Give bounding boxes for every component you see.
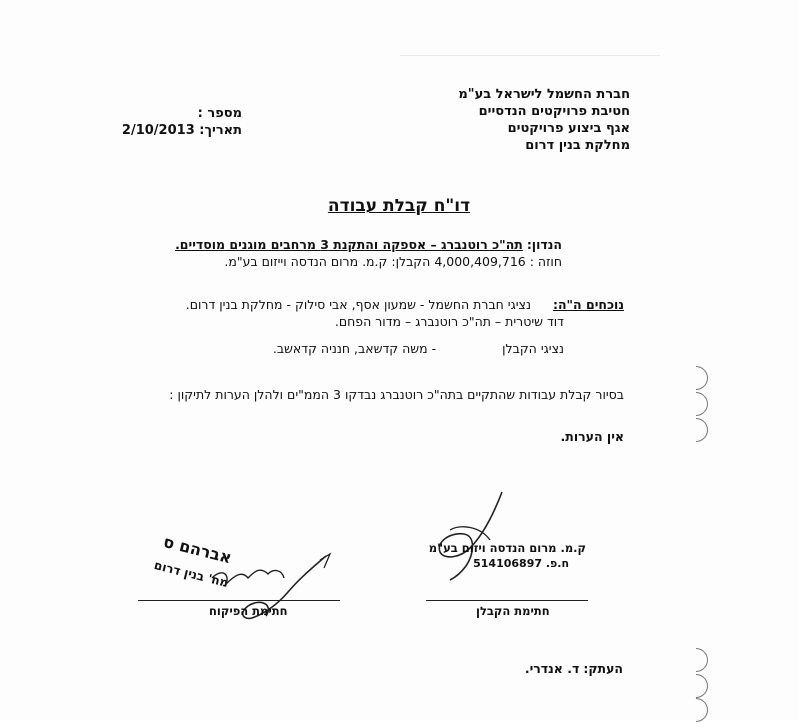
present-contractor-line (273, 341, 564, 356)
present-line-1 (186, 297, 624, 312)
company-name: חברת החשמל לישראל בע"מ (458, 87, 630, 102)
punch-hole-mark (679, 643, 713, 677)
punch-hole-mark (679, 693, 713, 727)
division-name: חטיבת פרויקטים הנדסיים (478, 104, 630, 119)
punch-hole-mark (679, 413, 713, 447)
no-remarks: אין הערות. (560, 429, 624, 444)
contract-line: חוזה : 4,000,409,716 הקבלן: ק.מ. מרום הנדסה וייזום בע"מ. (224, 254, 562, 269)
copy-value: ד. אנדרי. (524, 661, 580, 676)
document-title-wrap (0, 196, 798, 216)
subject-text: תה"כ רוטנברג – אספקה והתקנת 3 מרחבים מוגנים מוסדיים. (175, 237, 523, 252)
subject-line (175, 237, 562, 252)
copy-line (525, 661, 623, 676)
supervision-stamp-line-2: מח' בנין דרום (152, 558, 230, 591)
department-name: אגף ביצוע פרויקטים (507, 121, 630, 136)
scan-artifact (400, 55, 660, 56)
inspection-text: בסיור קבלת עבודות שהתקיים בתה"כ רוטנברג נבדקו 3 הממ"ים ולהלן הערות לתיקון : (169, 387, 624, 402)
subject-label: הנדון: (526, 237, 562, 252)
section-name: מחלקת בנין דרום (525, 138, 630, 153)
punch-hole-mark (679, 387, 713, 421)
present-label: נוכחים ה"ה: (552, 297, 624, 312)
present-iec-reps: נציגי חברת החשמל - שמעון אסף, אבי סילוק - מחלקת בנין דרום. (185, 297, 531, 312)
supervision-stamp-line-1: אברהם ס (161, 532, 234, 568)
present-line-2: דוד שיטרית – תה"כ רוטנברג – מדור הפחם. (334, 314, 564, 329)
contractor-caption: חתימת הקבלן (476, 604, 550, 618)
date-value: 2/10/2013 (121, 123, 195, 138)
date-label: תאריך: (199, 123, 242, 138)
copy-label: העתק: (583, 661, 623, 676)
contractor-signature-line (426, 600, 588, 601)
contractor-reps-names: - משה קדשאב, חנניה קדאשב. (272, 341, 437, 356)
supervision-caption: חתימת הפיקוח (209, 604, 288, 618)
date-row (121, 123, 242, 138)
contractor-stamp-line-2: ח.פ. 514106897 (473, 557, 569, 570)
supervision-signature-line (138, 600, 340, 601)
punch-hole-mark (679, 361, 713, 395)
contractor-reps-label: נציגי הקבלן (502, 341, 564, 356)
company-header (458, 86, 630, 154)
number-label: מספר : (197, 106, 242, 121)
document-title: דו"ח קבלת עבודה (327, 196, 471, 216)
contractor-stamp-line-1: ק.מ. מרום הנדסה ויזום בע"מ (428, 541, 586, 555)
